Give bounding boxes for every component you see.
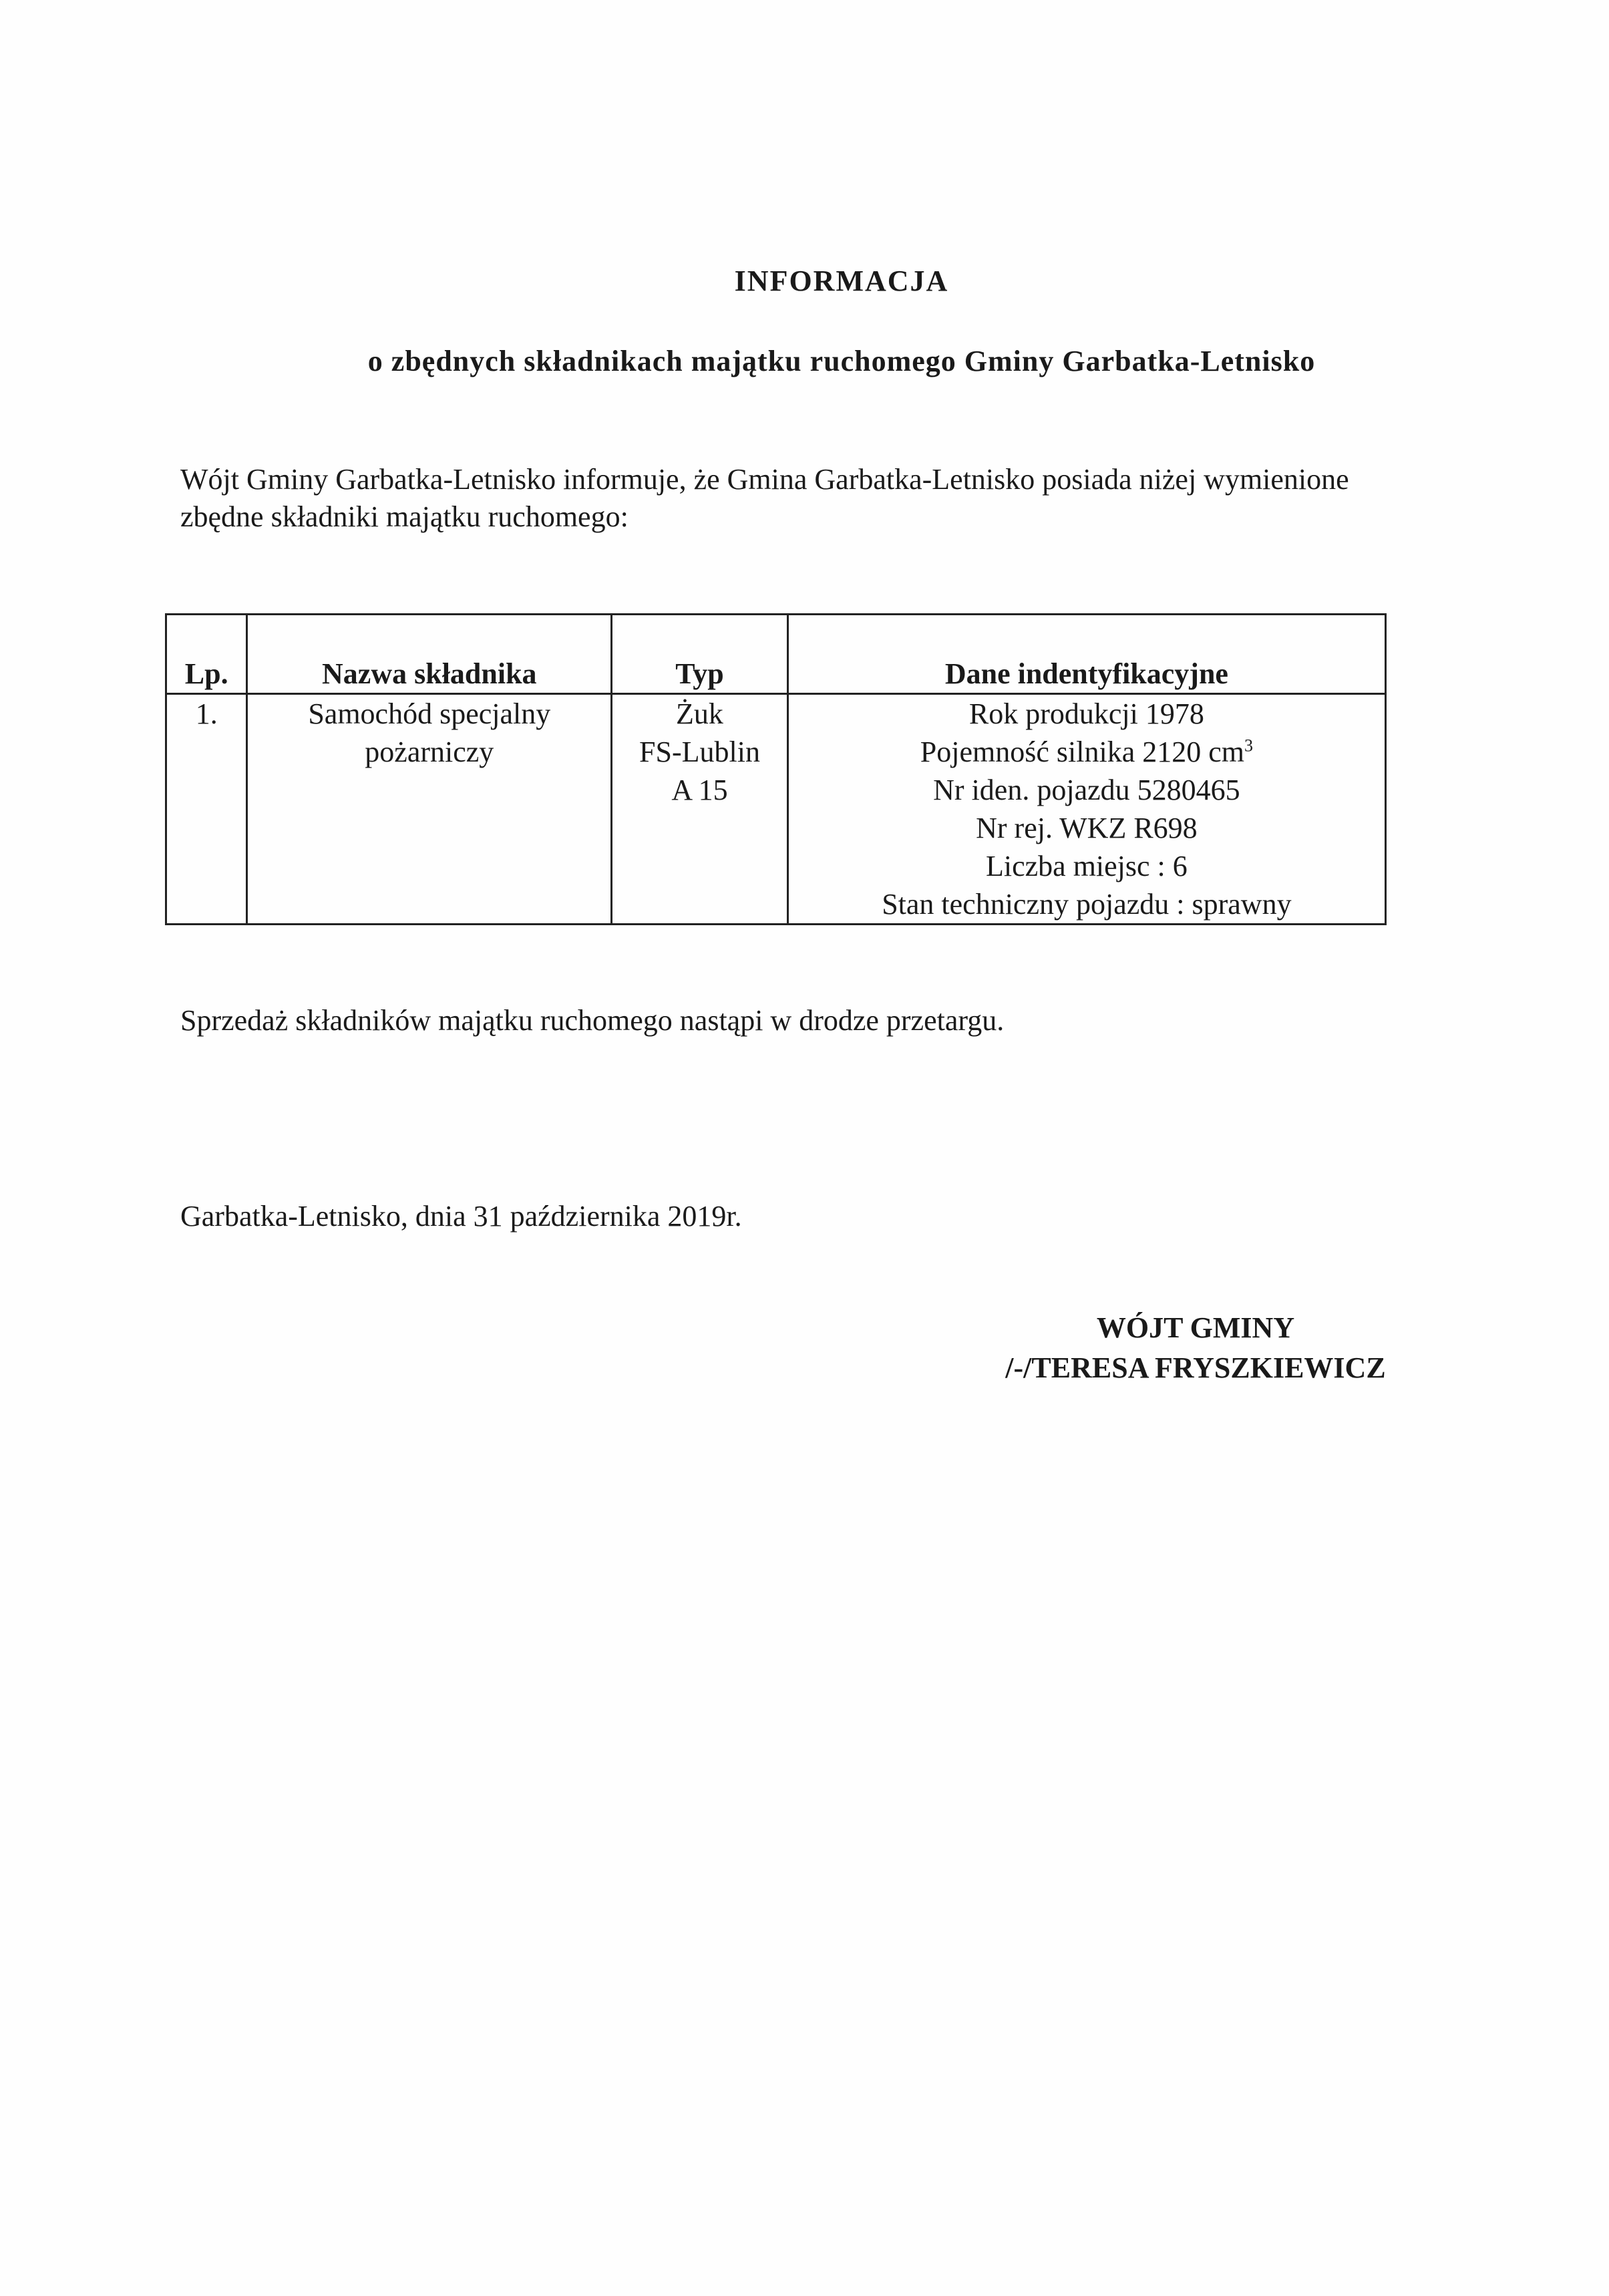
data-line: Nr rej. WKZ R698	[976, 812, 1198, 844]
header-lp: Lp.	[166, 615, 247, 694]
sale-note: Sprzedaż składników majątku ruchomego nastąpi w drodze przetargu.	[180, 1004, 1005, 1037]
cell-name	[247, 694, 612, 925]
data-line: Liczba miejsc : 6	[986, 850, 1188, 882]
cell-lp: 1.	[166, 694, 247, 925]
type-line: A 15	[671, 774, 728, 806]
document-subtitle: o zbędnych składnikach majątku ruchomego Gminy Garbatka-Letnisko	[367, 345, 1316, 377]
capacity-text: Pojemność silnika 2120 cm	[920, 735, 1244, 768]
signature-office: WÓJT GMINY	[1096, 1311, 1295, 1344]
type-line: FS-Lublin	[639, 735, 760, 768]
table-header-row	[166, 615, 1386, 694]
data-line-capacity	[794, 733, 1379, 771]
type-line: Żuk	[676, 697, 723, 730]
data-line: Nr iden. pojazdu 5280465	[933, 774, 1240, 806]
capacity-exponent: 3	[1244, 735, 1253, 756]
document-title: INFORMACJA	[734, 265, 949, 297]
place-and-date: Garbatka-Letnisko, dnia 31 października 2019r.	[180, 1200, 742, 1233]
header-type: Typ	[612, 615, 788, 694]
header-identification: Dane indentyfikacyjne	[787, 615, 1385, 694]
assets-table	[165, 613, 1387, 925]
header-name: Nazwa składnika	[247, 615, 612, 694]
name-line: pożarniczy	[365, 735, 494, 768]
cell-type	[612, 694, 788, 925]
cell-identification	[787, 694, 1385, 925]
data-line: Rok produkcji 1978	[968, 697, 1204, 730]
name-line: Samochód specjalny	[308, 697, 551, 730]
intro-paragraph: Wójt Gminy Garbatka-Letnisko informuje, że Gmina Garbatka-Letnisko posiada niżej wymienione zbędne składniki majątku ruchomego:	[180, 463, 1349, 533]
signature-block	[868, 1308, 1523, 1388]
table-row	[166, 694, 1386, 925]
data-line: Stan techniczny pojazdu : sprawny	[882, 888, 1292, 921]
signature-name: /-/TERESA FRYSZKIEWICZ	[1005, 1351, 1386, 1384]
